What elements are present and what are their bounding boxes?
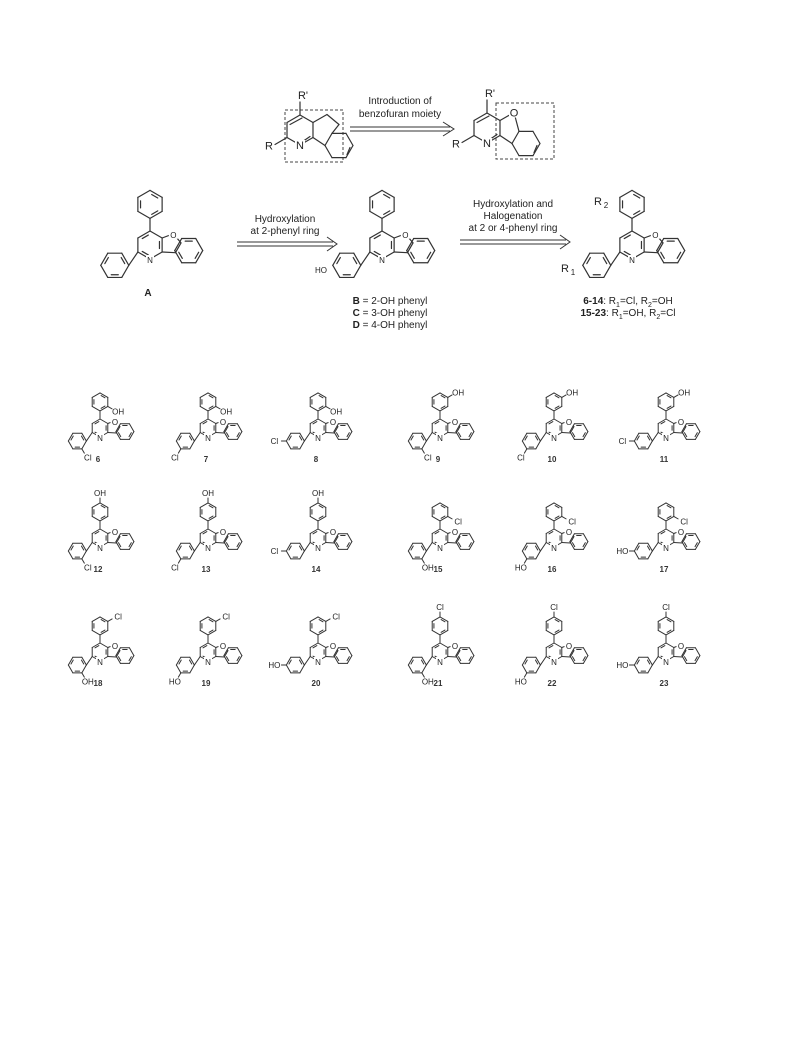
- oxygen-label: O: [565, 641, 573, 651]
- compound-number: 11: [659, 455, 669, 464]
- oxygen-label: O: [219, 641, 227, 651]
- oxygen-label: O: [451, 417, 459, 427]
- oxygen-label: O: [509, 107, 519, 120]
- compound-23: [616, 603, 699, 688]
- top-substituent-label: Cl: [222, 612, 230, 622]
- compound-number: 23: [659, 679, 669, 688]
- oxygen-label: O: [329, 417, 337, 427]
- oxygen-label: O: [111, 527, 119, 537]
- caption-id: C: [352, 308, 360, 319]
- structure-A: [101, 190, 203, 299]
- bottom-substituent-label: Cl: [618, 437, 627, 447]
- oxygen-label: O: [677, 417, 685, 427]
- compound-number: 14: [311, 565, 321, 574]
- top-substituent-label: OH: [566, 388, 579, 398]
- compound-7: [171, 393, 242, 464]
- structure-final: [561, 190, 685, 277]
- nitrogen-label: N: [296, 140, 304, 152]
- bottom-substituent-label: OH: [81, 677, 94, 687]
- bottom-substituent-label: Cl: [270, 437, 279, 447]
- top-substituent-label: OH: [220, 407, 233, 417]
- nitrogen-label: N: [551, 434, 557, 443]
- compound-9: [408, 388, 474, 464]
- bottom-substituent-label: Cl: [270, 547, 279, 557]
- arrow1-text-line-1: Hydroxylation: [254, 214, 316, 225]
- nitrogen-label: N: [437, 658, 443, 667]
- oxygen-label: O: [451, 527, 459, 537]
- caption-B: [353, 296, 428, 307]
- top-substituent-label: Cl: [568, 517, 576, 527]
- r-prime-label: R': [484, 88, 496, 100]
- compound-14: [271, 489, 352, 574]
- r-prime-label: R': [297, 90, 309, 102]
- bottom-substituent-label: HO: [168, 677, 181, 687]
- compound-number: 15: [433, 565, 443, 574]
- bottom-substituent-label: Cl: [424, 453, 432, 463]
- nitrogen-label: N: [205, 544, 211, 553]
- arrow-text-line-2: benzofuran moiety: [358, 109, 442, 120]
- arrow1-text-line-2: at 2-phenyl ring: [250, 226, 320, 237]
- series-captions: [580, 296, 675, 321]
- top-substituent-label: Cl: [550, 602, 558, 612]
- bottom-substituent-label: Cl: [517, 453, 525, 463]
- bottom-substituent-label: Cl: [171, 453, 179, 463]
- r1-subscript: 1: [570, 268, 576, 277]
- bottom-substituent-label: HO: [616, 547, 629, 557]
- arrow2-text-line-1: Hydroxylation and: [472, 199, 554, 210]
- series-range: 6-14: [583, 296, 604, 307]
- caption-C: [353, 308, 428, 319]
- top-substituent-label: Cl: [436, 602, 444, 612]
- compound-number: 18: [93, 679, 103, 688]
- r2-label: R: [594, 196, 602, 208]
- compound-number: 12: [93, 565, 103, 574]
- compound-11: [619, 388, 700, 464]
- compound-number: 6: [95, 455, 101, 464]
- series-caption-1: [580, 308, 675, 321]
- nitrogen-label: N: [551, 544, 557, 553]
- top-substituent-label: OH: [678, 388, 691, 398]
- top-substituent-label: OH: [94, 488, 106, 498]
- top-substituent-label: OH: [312, 488, 324, 498]
- nitrogen-label: N: [629, 256, 635, 265]
- top-scheme: [285, 96, 554, 162]
- caption-text: = 2-OH phenyl: [359, 296, 428, 307]
- top-substituent-label: OH: [452, 388, 465, 398]
- nitrogen-label: N: [315, 434, 321, 443]
- series-b_val: =Cl: [660, 308, 676, 319]
- nitrogen-label: N: [437, 544, 443, 553]
- compound-8: [271, 393, 352, 464]
- top-substituent-label: Cl: [680, 517, 688, 527]
- caption-id: D: [352, 320, 360, 331]
- compound-21: [408, 603, 474, 688]
- compound-number: 10: [547, 455, 557, 464]
- series-a_sub: 1: [616, 302, 620, 309]
- caption-id: B: [352, 296, 360, 307]
- compound-number: 9: [435, 455, 441, 464]
- compound-number: 16: [547, 565, 557, 574]
- compound-number: 21: [433, 679, 443, 688]
- oxygen-label: O: [170, 230, 177, 240]
- bottom-substituent-label: HO: [514, 563, 527, 573]
- oxygen-label: O: [677, 641, 685, 651]
- bottom-substituent-label: Cl: [84, 453, 92, 463]
- top-substituent-label: OH: [330, 407, 343, 417]
- nitrogen-label: N: [483, 138, 491, 150]
- ho-label: HO: [315, 266, 327, 275]
- bottom-substituent-label: HO: [268, 661, 281, 671]
- oxygen-label: O: [402, 230, 409, 240]
- compound-17: [616, 503, 699, 574]
- bottom-substituent-label: HO: [514, 677, 527, 687]
- bottom-substituent-label: OH: [421, 677, 434, 687]
- nitrogen-label: N: [97, 658, 103, 667]
- nitrogen-label: N: [437, 434, 443, 443]
- r-label: R: [452, 138, 460, 151]
- bcd-captions: [353, 296, 428, 331]
- caption-text: = 3-OH phenyl: [359, 308, 428, 319]
- structure-BCD: [315, 190, 435, 277]
- dashed-highlight-box-left: [285, 110, 343, 162]
- oxygen-label: O: [329, 641, 337, 651]
- oxygen-label: O: [677, 527, 685, 537]
- compound-22: [515, 603, 588, 688]
- nitrogen-label: N: [315, 658, 321, 667]
- series-a_sub: 1: [618, 314, 623, 321]
- compound-10: [517, 388, 588, 464]
- oxygen-label: O: [111, 641, 119, 651]
- series-b_sub: 2: [648, 302, 652, 309]
- arrow2-text-line-3: at 2 or 4-phenyl ring: [468, 223, 558, 234]
- bottom-substituent-label: OH: [421, 563, 434, 573]
- caption-D: [353, 320, 428, 331]
- nitrogen-label: N: [379, 256, 385, 265]
- arrow-text-line-1: Introduction of: [368, 96, 432, 107]
- compound-16: [515, 503, 588, 574]
- compound-19: [169, 612, 242, 688]
- top-substituent-label: OH: [112, 407, 125, 417]
- oxygen-label: O: [219, 417, 227, 427]
- nitrogen-label: N: [663, 544, 669, 553]
- compound-6: [68, 393, 134, 464]
- top-substituent-label: OH: [202, 488, 214, 498]
- nitrogen-label: N: [205, 434, 211, 443]
- nitrogen-label: N: [97, 544, 103, 553]
- double-arrow-top: [350, 122, 454, 136]
- compound-number: 20: [311, 679, 321, 688]
- compound-12: [68, 489, 134, 574]
- oxygen-label: O: [565, 417, 573, 427]
- series-b_val: =OH: [651, 296, 673, 307]
- bottom-substituent-label: Cl: [171, 563, 179, 573]
- r2-subscript: 2: [603, 201, 609, 210]
- r-label: R: [265, 140, 273, 153]
- arrow2-text-line-2: Halogenation: [483, 211, 543, 222]
- compound-number: 17: [659, 565, 669, 574]
- nitrogen-label: N: [663, 434, 669, 443]
- oxygen-label: O: [329, 527, 337, 537]
- nitrogen-label: N: [315, 544, 321, 553]
- bottom-substituent-label: Cl: [84, 563, 92, 573]
- series-text: : R: [603, 296, 617, 307]
- r1-label: R: [561, 263, 569, 275]
- compound-20: [268, 612, 351, 688]
- oxygen-label: O: [565, 527, 573, 537]
- compound-15: [408, 503, 474, 574]
- compound-13: [171, 489, 242, 574]
- double-arrow-hydroxylation: [237, 214, 337, 251]
- compound-number: 19: [201, 679, 211, 688]
- double-arrow-halogenation: [460, 199, 570, 249]
- compound-18: [68, 612, 134, 688]
- compound-number: 8: [313, 455, 319, 464]
- oxygen-label: O: [652, 230, 659, 240]
- oxygen-label: O: [451, 641, 459, 651]
- nitrogen-label: N: [205, 658, 211, 667]
- series-text: : R: [606, 308, 619, 319]
- nitrogen-label: N: [663, 658, 669, 667]
- series-a_val: =OH, R: [622, 308, 657, 319]
- top-substituent-label: Cl: [454, 517, 462, 527]
- compound-number: 22: [547, 679, 557, 688]
- nitrogen-label: N: [97, 434, 103, 443]
- compound-number: 13: [201, 565, 211, 574]
- top-substituent-label: Cl: [114, 612, 122, 622]
- oxygen-label: O: [111, 417, 119, 427]
- series-a_val: =Cl, R: [619, 296, 649, 307]
- label-A: A: [144, 288, 152, 299]
- top-left-structure: [265, 90, 353, 158]
- top-substituent-label: Cl: [662, 602, 670, 612]
- caption-text: = 4-OH phenyl: [359, 320, 428, 331]
- top-substituent-label: Cl: [332, 612, 340, 622]
- nitrogen-label: N: [147, 256, 153, 265]
- bottom-substituent-label: HO: [616, 661, 629, 671]
- nitrogen-label: N: [551, 658, 557, 667]
- oxygen-label: O: [219, 527, 227, 537]
- series-range: 15-23: [580, 308, 607, 319]
- compound-number: 7: [203, 455, 209, 464]
- series-b_sub: 2: [656, 314, 661, 321]
